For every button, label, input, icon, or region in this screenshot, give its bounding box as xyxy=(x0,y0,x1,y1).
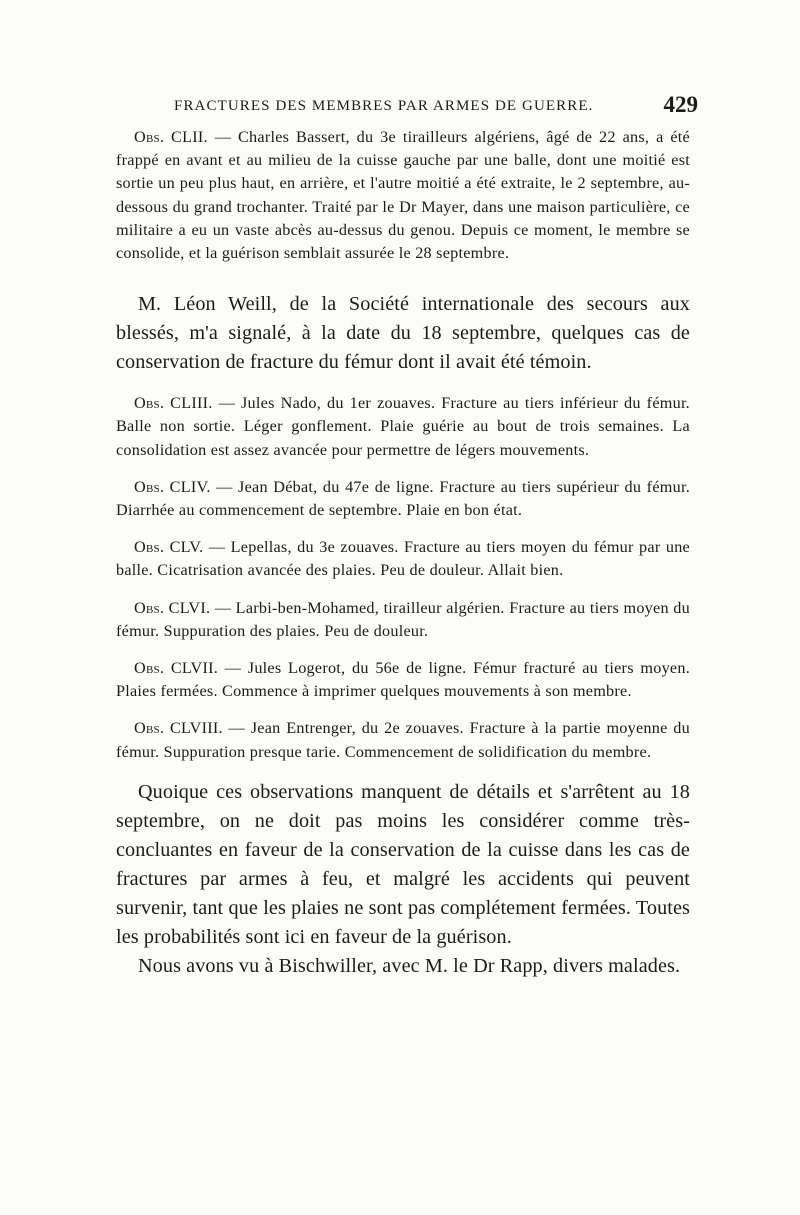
page-number: 429 xyxy=(663,92,698,117)
observation-clviii xyxy=(116,717,690,763)
observation-text: — Larbi-ben-Mohamed, tirailleur algérien. Fracture au tiers moyen du fémur. Suppuration des plaies. Peu de douleur. xyxy=(116,598,690,640)
observation-text: — Lepellas, du 3e zouaves. Fracture au tiers moyen du fémur par une balle. Cicatrisation avancée des plaies. Peu de douleur. Allait bien. xyxy=(116,538,690,580)
observation-text: — Jean Entrenger, du 2e zouaves. Fracture à la partie moyenne du fémur. Suppuration presque tarie. Commencement de solidification du membre. xyxy=(116,719,690,761)
observation-cliii xyxy=(116,392,690,462)
observation-label: Obs. CLVI. xyxy=(134,598,211,617)
observation-text: — Charles Bassert, du 3e tirailleurs algériens, âgé de 22 ans, a été frappé en avant et au milieu de la cuisse gauche par une balle, dont une moitié est sortie un peu plus haut, en arrière, et l'autre moitié a été extraite, le 2 septembre, au-dessous du grand trochanter. Traité par le Dr Mayer, dans une maison particulière, ce militaire a eu un vaste abcès au-dessus du genou. Depuis ce moment, le membre se consolide, et la guérison semblait assurée le 28 septembre. xyxy=(116,128,690,263)
running-title: FRACTURES DES MEMBRES PAR ARMES DE GUERRE. xyxy=(174,98,594,114)
observation-clv xyxy=(116,536,690,582)
page-header xyxy=(116,92,698,126)
paragraph-bischwiller: Nous avons vu à Bischwiller, avec M. le Dr Rapp, divers malades. xyxy=(138,954,681,977)
observation-label: Obs. CLVII. xyxy=(134,659,219,678)
observation-label: Obs. CLV. xyxy=(134,538,204,557)
observation-clvii xyxy=(116,657,690,703)
paragraph-weill: M. Léon Weill, de la Société internationale des secours aux blessés, m'a signalé, à la date du 18 septembre, quelques cas de conservation de fracture du fémur dont il avait été témoin. xyxy=(116,293,690,374)
observation-text: — Jean Débat, du 47e de ligne. Fracture au tiers supérieur du fémur. Diarrhée au commencement de septembre. Plaie en bon état. xyxy=(116,477,690,520)
observation-clvi xyxy=(116,597,690,643)
observation-cliv xyxy=(116,476,690,522)
observation-label: Obs. CLIV. xyxy=(134,477,211,496)
observation-label: Obs. CLIII. xyxy=(134,394,213,413)
observation-text: — Jules Nado, du 1er zouaves. Fracture au tiers inférieur du fémur. Balle non sortie. Léger gonflement. Plaie guérie au bout de trois semaines. La consolidation est assez avancée pour permettre de légers mouvements. xyxy=(116,394,690,459)
observation-clii xyxy=(116,126,690,265)
paragraph-conclusion: Quoique ces observations manquent de détails et s'arrêtent au 18 septembre, on ne doit pas moins les considérer comme très-concluantes en faveur de la conservation de la cuisse dans les cas de fractures par armes à feu, et malgré les accidents qui peuvent survenir, tant que les plaies ne sont pas complétement fermées. Toutes les probabilités sont ici en faveur de la guérison. xyxy=(116,780,690,948)
book-page xyxy=(116,92,698,996)
observation-label: Obs. CLII. xyxy=(134,128,208,146)
observation-text: — Jules Logerot, du 56e de ligne. Fémur fracturé au tiers moyen. Plaies fermées. Commence à imprimer quelques mouvements à son membre. xyxy=(116,659,690,701)
observation-label: Obs. CLVIII. xyxy=(134,719,223,738)
